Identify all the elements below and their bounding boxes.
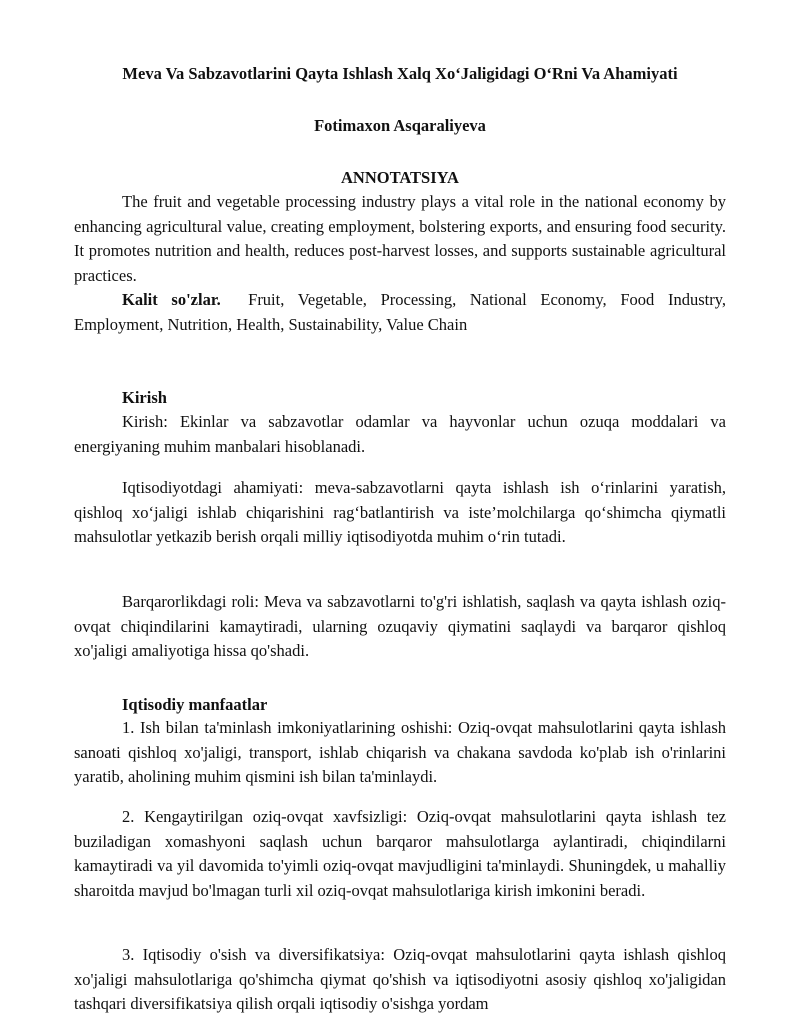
intro-paragraph-1: Kirish: Ekinlar va sabzavotlar odamlar va hayvonlar uchun ozuqa moddalari va energiyaning muhim manbalari hisoblanadi.	[74, 412, 726, 456]
intro-paragraph-3: Barqarorlikdagi roli: Meva va sabzavotlarni to'g'ri ishlatish, saqlash va qayta ishlash oziq-ovqat chiqindilarini kamaytiradi, ularning ozuqaviy qiymatini saqlaydi va barqaror qishloq xo'jaligi amaliyotiga hissa qo'shadi.	[74, 592, 726, 661]
intro-heading: Kirish	[122, 388, 167, 407]
benefits-paragraph-2: 2. Kengaytirilgan oziq-ovqat xavfsizligi: Oziq-ovqat mahsulotlarini qayta ishlash tez buziladigan xomashyoni saqlash uchun barqaror mahsulotlarga aylantiradi, chiqindilarni kamaytiradi va yil davomida to'yimli oziq-ovqat mavjudligini ta'minlaydi. Shuningdek, u mahalliy sharoitda mavjud bo'lmagan turli xil oziq-ovqat mahsulotlariga kirish imkonini beradi.	[74, 807, 726, 900]
annotation-text: The fruit and vegetable processing industry plays a vital role in the national economy by enhancing agricultural value, creating employment, bolstering exports, and ensuring food security. It promotes nutrition and health, reduces post-harvest losses, and supports sustainable agricultural practices.	[74, 192, 726, 285]
benefits-paragraph-1: 1. Ish bilan ta'minlash imkoniyatlarining oshishi: Oziq-ovqat mahsulotlarini qayta ishlash sanoati qishloq xo'jaligi, transport, ishlab chiqarish va chakana savdoda ko'plab ish o'rinlarini yaratib, aholining muhim qismini ish bilan ta'minlaydi.	[74, 718, 726, 787]
keywords-label: Kalit so'zlar.	[122, 290, 221, 309]
author-name: Fotimaxon Asqaraliyeva	[314, 116, 486, 135]
keywords-list: Fruit, Vegetable, Processing, National Economy, Food Industry, Employment, Nutrition, Health, Sustainability, Value Chain	[74, 290, 726, 334]
benefits-paragraph-3: 3. Iqtisodiy o'sish va diversifikatsiya: Oziq-ovqat mahsulotlarini qayta ishlash qishloq xo'jaligi mahsulotlariga qo'shimcha qiymat qo'shish va iqtisodiyotni asosiy qishloq xo'jaligidan tashqari diversifikatsiya qilish orqali iqtisodiy o'sishga yordam	[74, 945, 726, 1014]
benefits-heading: Iqtisodiy manfaatlar	[122, 695, 268, 714]
intro-paragraph-2: Iqtisodiyotdagi ahamiyati: meva-sabzavotlarni qayta ishlash ish o‘rinlarini yaratish, qishloq xo‘jaligi ishlab chiqarishini rag‘batlantirish va iste’molchilarga qo‘shimcha qiymatli mahsulotlar yetkazib berish orqali milliy iqtisodiyotda muhim o‘rin tutadi.	[74, 478, 726, 547]
keywords-paragraph	[74, 288, 726, 337]
annotation-heading: ANNOTATSIYA	[341, 168, 459, 187]
paper-title: Meva Va Sabzavotlarini Qayta Ishlash Xalq Xo‘Jaligidagi O‘Rni Va Ahamiyati	[122, 64, 678, 83]
